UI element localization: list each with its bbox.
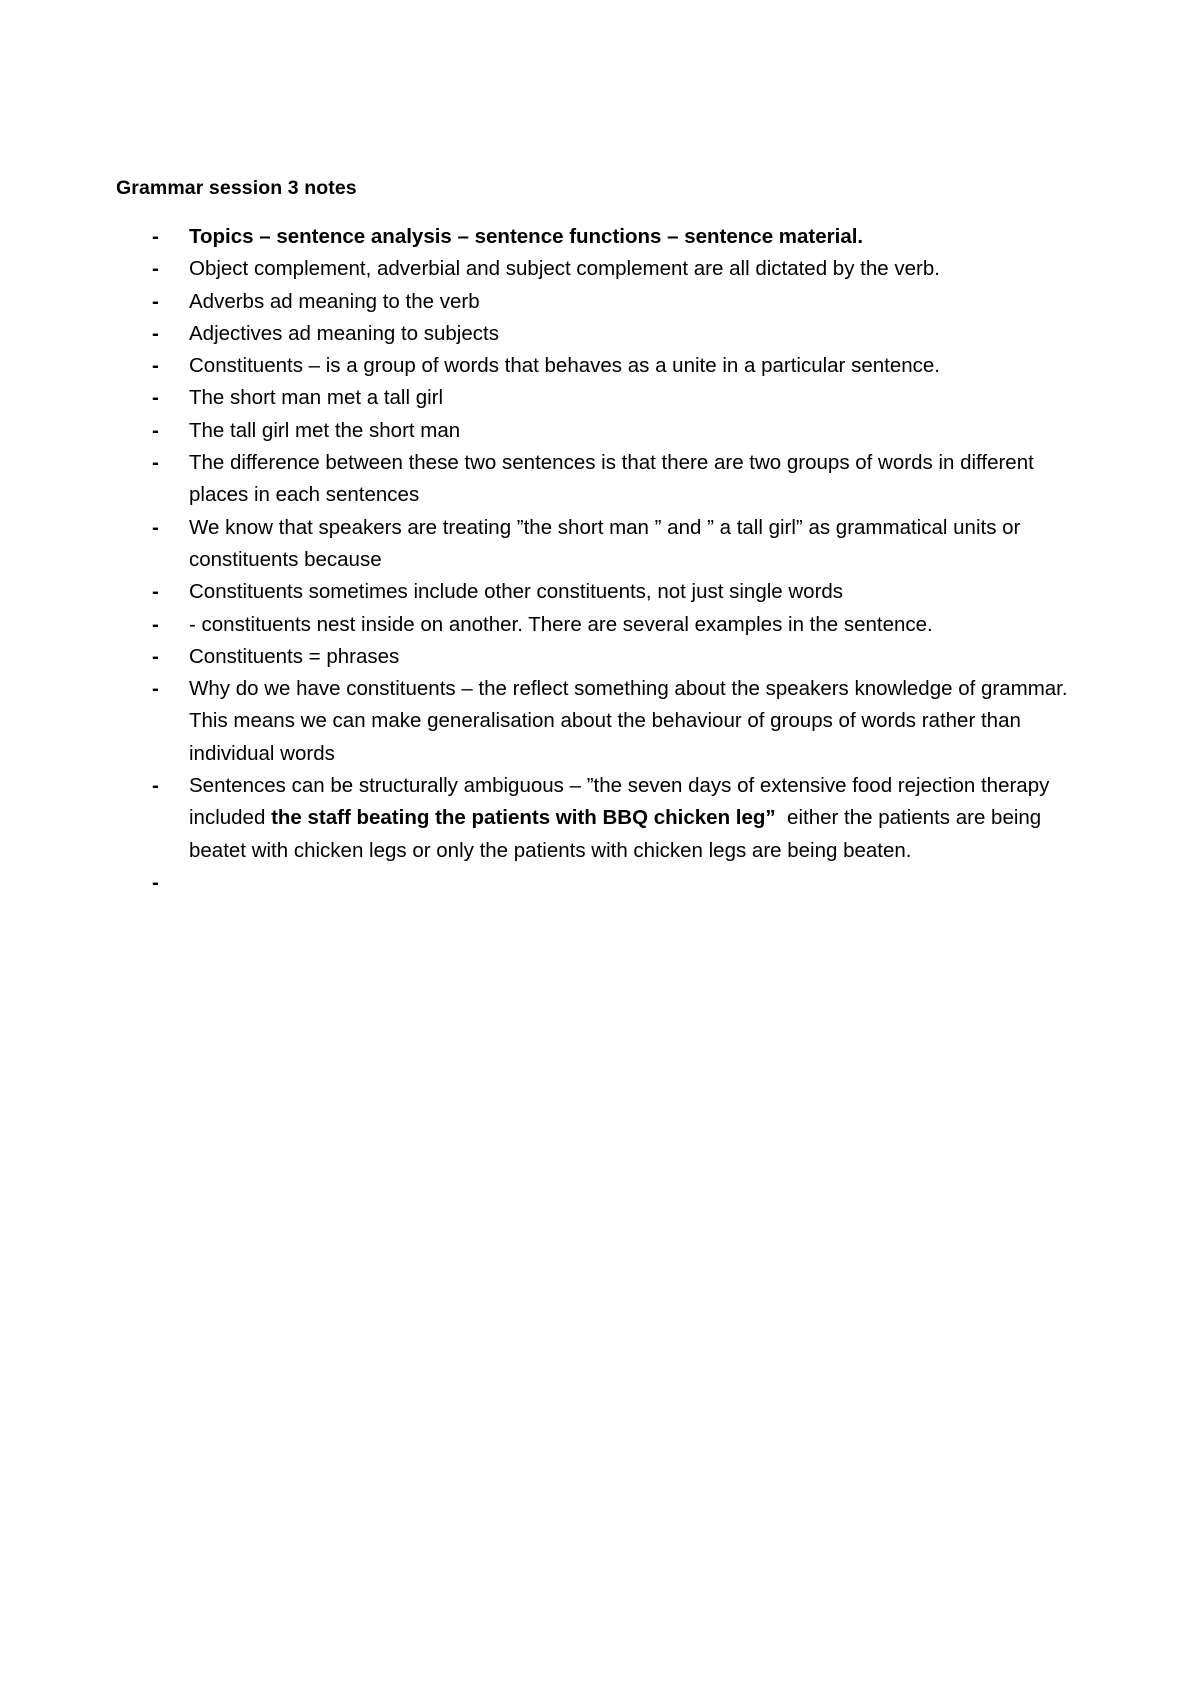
list-item-text: Constituents – is a group of words that behaves as a unite in a particular sentence. xyxy=(189,354,940,378)
list-item-text: Constituents = phrases xyxy=(189,644,400,668)
list-item-text-emphasis: the staff beating the patients with BBQ chicken leg” xyxy=(271,806,776,830)
bullet-dash: - xyxy=(152,774,159,798)
list-item-text: We know that speakers are treating ”the short man ” and ” a tall girl” as grammatical units or constituents because xyxy=(189,515,1021,571)
list-item xyxy=(116,609,1096,641)
bullet-dash: - xyxy=(152,515,159,539)
list-item xyxy=(116,221,1096,253)
bullet-dash: - xyxy=(152,354,159,378)
list-item xyxy=(116,318,1096,350)
list-item-text: Adjectives ad meaning to subjects xyxy=(189,321,499,345)
list-item xyxy=(116,770,1096,867)
notes-list xyxy=(116,221,1096,909)
list-item-text: Topics – sentence analysis – sentence functions – sentence material. xyxy=(189,225,864,248)
bullet-dash: - xyxy=(152,870,159,894)
bullet-dash: - xyxy=(152,289,159,313)
list-item-text: Object complement, adverbial and subject complement are all dictated by the verb. xyxy=(189,257,940,281)
list-item-text: The tall girl met the short man xyxy=(189,418,461,442)
bullet-dash: - xyxy=(152,612,159,636)
list-item-text-before: Sentences can be structurally ambiguous – ”the seven days of extensive food rejection therapy included xyxy=(189,774,1050,830)
list-item xyxy=(116,641,1096,673)
document-title: Grammar session 3 notes xyxy=(116,177,357,199)
list-item-text: Why do we have constituents – the reflect something about the speakers knowledge of grammar. This means we can make generalisation about the behaviour of groups of words rather than individual words xyxy=(189,677,1068,765)
bullet-dash: - xyxy=(152,386,159,410)
list-item-text: The difference between these two sentences is that there are two groups of words in different places in each sentences xyxy=(189,451,1034,507)
list-item xyxy=(116,415,1096,447)
bullet-dash: - xyxy=(152,580,159,604)
bullet-dash: - xyxy=(152,225,159,248)
list-item xyxy=(116,382,1096,414)
list-item xyxy=(116,576,1096,608)
list-item xyxy=(116,512,1096,577)
bullet-dash: - xyxy=(152,257,159,281)
list-item xyxy=(116,673,1096,770)
list-item xyxy=(116,286,1096,318)
bullet-dash: - xyxy=(152,677,159,701)
bullet-dash: - xyxy=(152,418,159,442)
list-item xyxy=(116,447,1096,512)
bullet-dash: - xyxy=(152,451,159,475)
bullet-dash: - xyxy=(152,644,159,668)
list-item-empty xyxy=(116,867,1096,909)
list-item-text: Constituents sometimes include other constituents, not just single words xyxy=(189,580,844,604)
list-item xyxy=(116,350,1096,382)
list-item-text: - constituents nest inside on another. There are several examples in the sentence. xyxy=(189,612,933,636)
bullet-dash: - xyxy=(152,321,159,345)
list-item-text-after: either the patients are being beatet with chicken legs or only the patients with chicken legs are being beaten. xyxy=(189,806,1047,862)
list-item xyxy=(116,253,1096,285)
list-item-text: The short man met a tall girl xyxy=(189,386,444,410)
list-item-text: Adverbs ad meaning to the verb xyxy=(189,289,480,313)
